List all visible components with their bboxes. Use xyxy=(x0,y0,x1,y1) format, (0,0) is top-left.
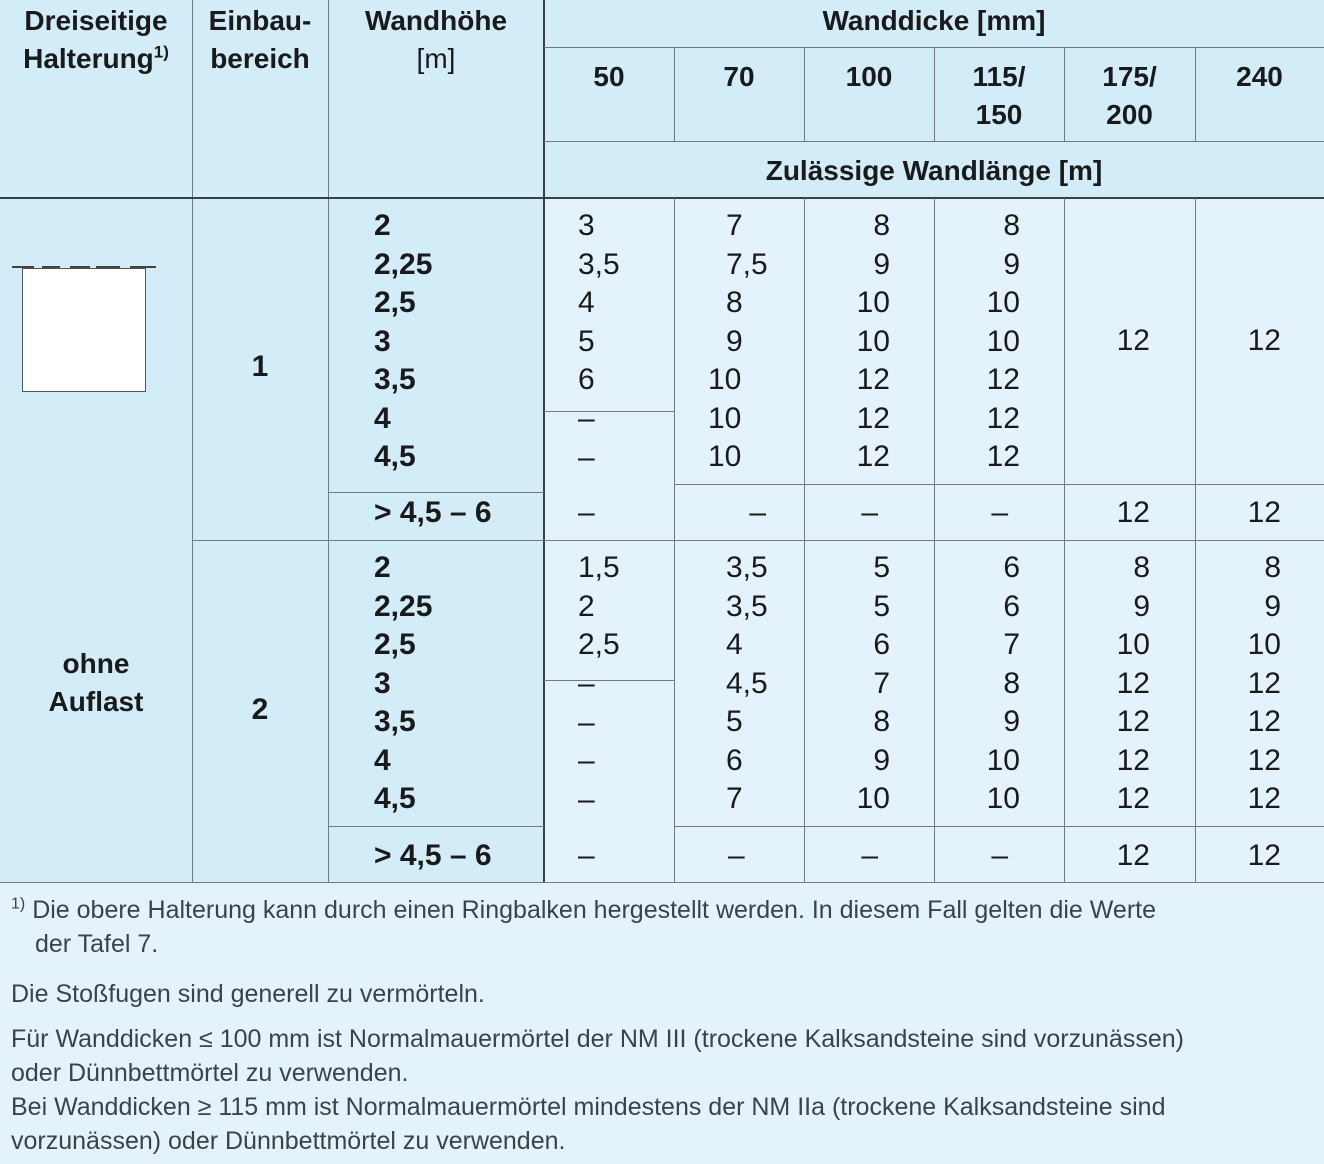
header-thickness-100: 100 xyxy=(845,61,893,92)
section1-col240: 12 xyxy=(1247,324,1281,357)
section1-col50: 3 3,5 4 5 6 xyxy=(578,209,620,396)
section2-extra-115: – xyxy=(991,839,1008,872)
section1-extra-height: > 4,5 – 6 xyxy=(374,496,492,529)
section2-heights: 2 2,25 2,5 3 3,5 4 4,5 xyxy=(374,551,433,815)
grid-line xyxy=(328,492,544,493)
grid-line xyxy=(674,484,1324,485)
grid-line xyxy=(544,411,674,412)
section1-col100: 8 9 10 10 12 12 12 xyxy=(856,209,890,473)
section2-col50-dash: – – – – xyxy=(578,667,595,816)
section2-col115: 6 6 7 8 9 10 10 xyxy=(986,551,1020,815)
halterung-label: ohne Auflast xyxy=(48,648,144,717)
grid-line xyxy=(192,0,193,883)
section2-col50: 1,5 2 2,5 xyxy=(578,551,620,661)
section2-extra-175: 12 xyxy=(1116,839,1150,872)
wall-icon xyxy=(22,268,146,392)
grid-line xyxy=(0,882,1324,883)
footnote-2: Die Stoßfugen sind generell zu vermörteln. xyxy=(11,980,485,1008)
footnote-1: $^{1)}$ Die obere Halterung kann durch einen Ringbalken hergestellt werden. In diesem Fall gelten die Werte der Tafel 7. xyxy=(11,895,1156,958)
footnote-3: Für Wanddicken ≤ 100 mm ist Normalmauermörtel der NM III (trockene Kalksandsteine sind vorzunässen) oder Dünnbettmörtel zu verwenden. Bei Wanddicken ≥ 115 mm ist Normalmauermörtel mindestens der NM IIa (trockene Kalksandsteine sind vorzunässen) oder Dünnbettmörtel zu verwenden. xyxy=(11,1025,1184,1155)
section1-extra-240: 12 xyxy=(1247,496,1281,529)
header-wandhoehe: Wandhöhe [m] xyxy=(364,5,508,74)
grid-line xyxy=(544,680,674,681)
section2-extra-height: > 4,5 – 6 xyxy=(374,839,492,872)
section2-col240: 8 9 10 12 12 12 12 xyxy=(1247,551,1281,815)
section1-col50-dash: – – xyxy=(578,402,595,474)
header-thickness-50: 50 xyxy=(593,61,625,92)
grid-line xyxy=(544,141,1324,142)
header-thickness-240: 240 xyxy=(1236,61,1283,92)
section1-col115: 8 9 10 10 12 12 12 xyxy=(986,209,1020,473)
section2-col175: 8 9 10 12 12 12 12 xyxy=(1116,551,1150,815)
bereich-1: 1 xyxy=(251,350,269,383)
section1-extra-115: – xyxy=(991,496,1008,529)
section1-extra-50: – xyxy=(578,496,595,529)
header-zulaessige-wandlaenge: Zulässige Wandlänge [m] xyxy=(765,155,1103,186)
header-thickness-175-200: 175/ 200 xyxy=(1102,61,1157,130)
grid-line xyxy=(674,826,1324,827)
section1-extra-100: – xyxy=(861,496,878,529)
bereich-2: 2 xyxy=(251,693,269,726)
header-einbaubereich: Einbau- bereich xyxy=(208,5,312,74)
section2-col100: 5 5 6 7 8 9 10 xyxy=(856,551,890,815)
section2-extra-70: – xyxy=(728,839,745,872)
section1-heights: 2 2,25 2,5 3 3,5 4 4,5 xyxy=(374,209,433,473)
header-thickness-115-150: 115/ 150 xyxy=(972,61,1026,130)
section1-extra-175: 12 xyxy=(1116,496,1150,529)
grid-line xyxy=(328,0,329,883)
grid-line xyxy=(0,197,1324,199)
grid-line xyxy=(328,826,544,827)
header-wanddicke: Wanddicke [mm] xyxy=(822,5,1046,36)
section1-col70: 7 7,5 8 9 10 10 10 xyxy=(708,209,768,473)
section1-col175: 12 xyxy=(1116,324,1150,357)
header-halterung: Dreiseitige Halterung$^{1)}$ xyxy=(23,5,169,74)
section2-extra-240: 12 xyxy=(1247,839,1281,872)
section2-extra-100: – xyxy=(861,839,878,872)
header-thickness-70: 70 xyxy=(723,61,755,92)
section2-col70: 3,5 3,5 4 4,5 5 6 7 xyxy=(726,551,768,815)
grid-line xyxy=(192,540,1324,541)
section1-extra-70: – xyxy=(749,496,766,529)
grid-line xyxy=(543,0,545,883)
section2-extra-50: – xyxy=(578,839,595,872)
